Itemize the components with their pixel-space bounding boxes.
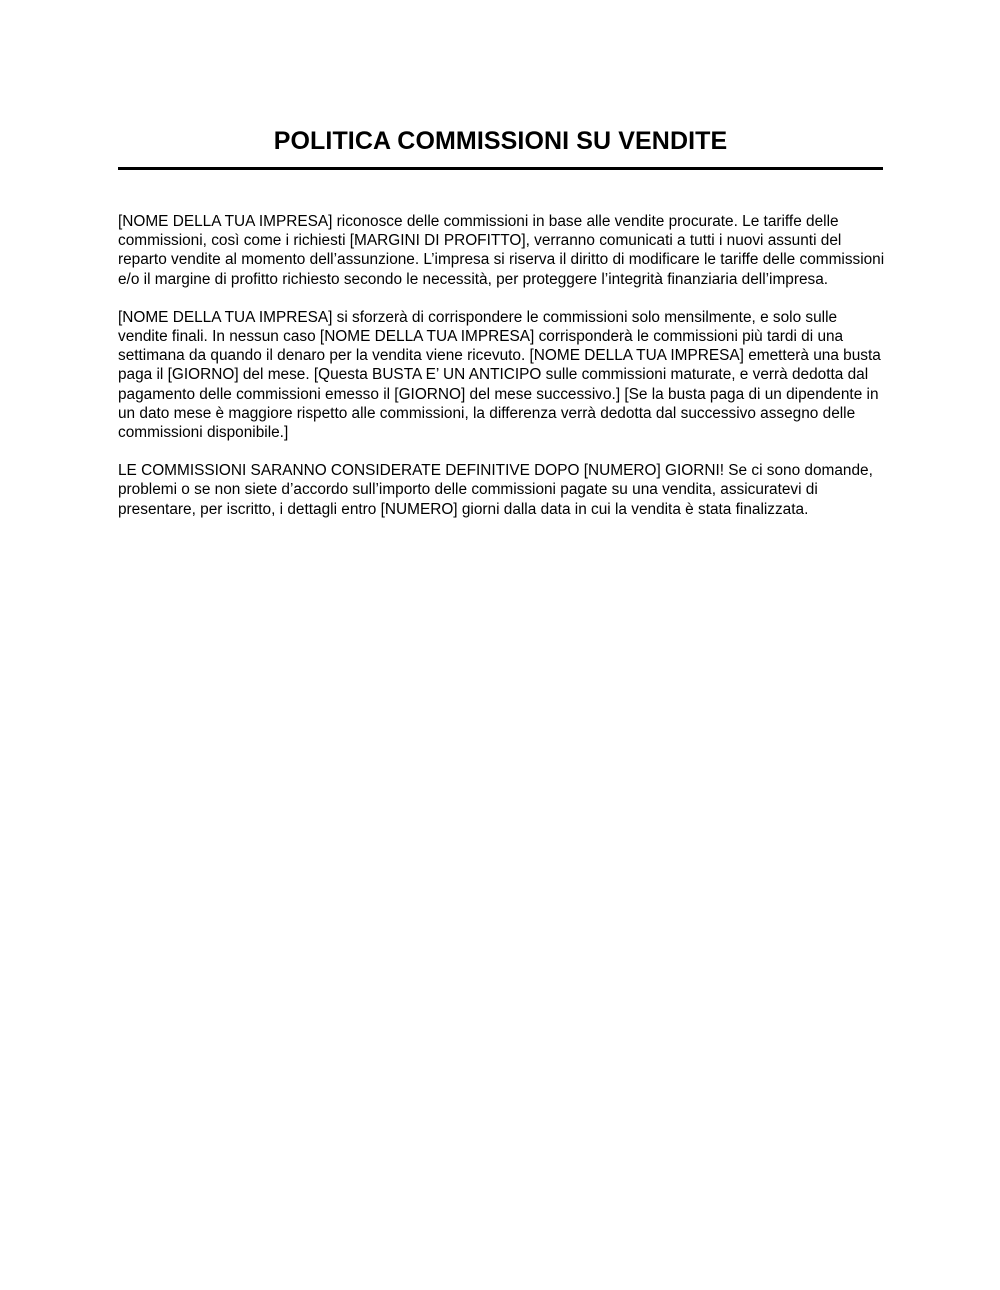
paragraph-payment: [NOME DELLA TUA IMPRESA] si sforzerà di corrispondere le commissioni solo mensilmente, e solo sulle vendite finali. In nessun caso [NOME DELLA TUA IMPRESA] corrisponderà le commissioni più tardi di una settimana da quando il denaro per la vendita viene ricevuto. [NOME DELLA TUA IMPRESA] emetterà una busta paga il [GIORNO] del mese. [Questa BUSTA E’ UN ANTICIPO sulle commissioni maturate, e verrà dedotta dal pagamento delle commissioni emesso il [GIORNO] del mese successivo.] [Se la busta paga di un dipendente in un dato mese è maggiore rispetto alle commissioni, la differenza verrà dedotta dal successivo assegno delle commissioni disponibile.] [118, 308, 881, 442]
document-title: POLITICA COMMISSIONI SU VENDITE [273, 127, 728, 155]
title-divider [118, 167, 883, 170]
paragraph-final: LE COMMISSIONI SARANNO CONSIDERATE DEFINITIVE DOPO [NUMERO] GIORNI! Se ci sono domande, problemi o se non siete d’accordo sull’importo delle commissioni pagate su una vendita, assicuratevi di presentare, per iscritto, i dettagli entro [NUMERO] giorni dalla data in cui la vendita è stata finalizzata. [118, 462, 873, 518]
paragraph-intro: [NOME DELLA TUA IMPRESA] riconosce delle commissioni in base alle vendite procurate. Le tariffe delle commissioni, così come i richiesti [MARGINI DI PROFITTO], verranno comunicati a tutti i nuovi assunti del reparto vendite al momento dell’assunzione. L’impresa si riserva il diritto di modificare le tariffe delle commissioni e/o il margine di profitto richiesto secondo le necessità, per proteggere l’integrità finanziaria dell’impresa. [118, 213, 885, 288]
document-body [118, 212, 888, 538]
